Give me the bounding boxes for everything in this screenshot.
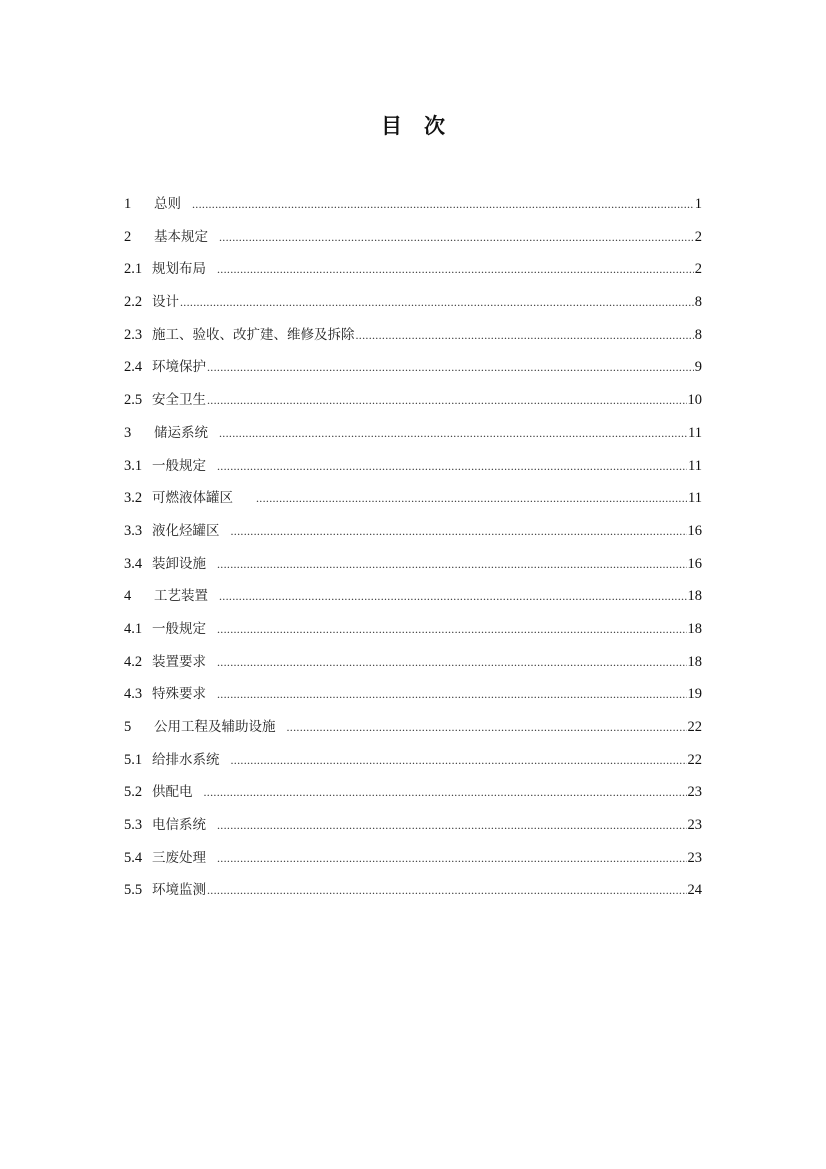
toc-entry[interactable] (124, 227, 702, 260)
dot-leader (217, 456, 687, 476)
dot-leader (231, 521, 687, 541)
toc-entry-title: 设计 (152, 294, 179, 311)
dot-leader (219, 586, 687, 606)
toc-entry-page-number: 19 (687, 686, 702, 703)
toc-entry-title: 安全卫生 (152, 392, 206, 409)
toc-entry-page-number: 18 (687, 588, 702, 605)
toc-entry-page-number: 2 (694, 228, 702, 245)
toc-entry-title: 工艺装置 (154, 588, 208, 605)
toc-entry-page-number: 8 (694, 294, 702, 311)
dot-leader (217, 259, 694, 279)
toc-entry-number: 4.3 (124, 686, 143, 703)
toc-entry-title: 给排水系统 (152, 751, 220, 768)
toc-entry-page-number: 11 (688, 490, 702, 507)
toc-entry-number: 5.1 (124, 751, 143, 768)
toc-entry[interactable] (124, 521, 702, 554)
toc-entry[interactable] (124, 292, 702, 325)
toc-entry-page-number: 2 (694, 261, 702, 278)
toc-entry-title: 电信系统 (152, 817, 206, 834)
toc-entry-number: 3.1 (124, 457, 143, 474)
toc-entry-number: 5.2 (124, 784, 143, 801)
toc-entry-title: 可燃液体罐区 (152, 490, 233, 507)
toc-entry-page-number: 22 (687, 751, 702, 768)
toc-entry-page-number: 23 (687, 784, 702, 801)
dot-leader (192, 194, 694, 214)
toc-entry-number: 5 (124, 719, 132, 735)
dot-leader (207, 357, 694, 377)
toc-entry-number: 2.5 (124, 392, 143, 409)
dot-leader (231, 750, 687, 770)
dot-leader (217, 619, 687, 639)
toc-title (0, 110, 826, 140)
toc-entry-page-number: 23 (687, 849, 702, 866)
toc-entry-number: 3.4 (124, 555, 143, 572)
table-of-contents (124, 194, 702, 913)
toc-entry-number: 2.2 (124, 294, 143, 311)
toc-entry-title: 公用工程及辅助设施 (154, 719, 276, 735)
toc-entry[interactable] (124, 488, 702, 521)
toc-entry-page-number: 16 (687, 522, 702, 539)
toc-entry-title: 液化烃罐区 (152, 522, 220, 539)
toc-entry[interactable] (124, 652, 702, 685)
toc-entry-title: 基本规定 (154, 228, 208, 245)
toc-entry[interactable] (124, 848, 702, 881)
toc-entry-number: 5.4 (124, 849, 143, 866)
toc-entry[interactable] (124, 357, 702, 390)
toc-entry-page-number: 10 (687, 392, 702, 409)
toc-entry-title: 储运系统 (154, 424, 208, 441)
dot-leader (207, 390, 687, 410)
toc-entry-page-number: 18 (687, 620, 702, 637)
dot-leader (207, 880, 687, 900)
dot-leader (217, 652, 687, 672)
toc-entry[interactable] (124, 456, 702, 489)
toc-entry[interactable] (124, 684, 702, 717)
dot-leader (219, 227, 694, 247)
toc-entry-number: 3 (124, 424, 132, 441)
toc-entry[interactable] (124, 815, 702, 848)
dot-leader (180, 292, 694, 312)
toc-entry-page-number: 24 (687, 882, 702, 899)
toc-entry-title: 环境监测 (152, 882, 206, 899)
toc-entry-number: 5.3 (124, 817, 143, 834)
toc-entry-number: 5.5 (124, 882, 143, 899)
toc-entry-page-number: 11 (688, 457, 702, 474)
toc-entry[interactable] (124, 325, 702, 358)
toc-entry[interactable] (124, 390, 702, 423)
toc-entry[interactable] (124, 717, 702, 750)
toc-entry-title: 规划布局 (152, 261, 206, 278)
toc-entry-page-number: 22 (687, 719, 702, 735)
toc-entry-title: 三废处理 (152, 849, 206, 866)
toc-entry[interactable] (124, 619, 702, 652)
toc-entry[interactable] (124, 259, 702, 292)
toc-entry-title: 环境保护 (152, 359, 206, 376)
toc-entry[interactable] (124, 554, 702, 587)
toc-entry-page-number: 8 (694, 326, 702, 343)
toc-entry[interactable] (124, 750, 702, 783)
toc-entry-number: 1 (124, 196, 132, 212)
toc-entry[interactable] (124, 586, 702, 619)
dot-leader (287, 717, 687, 737)
toc-entry-title: 一般规定 (152, 620, 206, 637)
toc-entry-number: 2.1 (124, 261, 143, 278)
toc-entry-title: 装置要求 (152, 653, 206, 670)
toc-entry[interactable] (124, 782, 702, 815)
toc-entry-page-number: 11 (688, 424, 702, 441)
dot-leader (217, 554, 687, 574)
toc-entry-number: 4.2 (124, 653, 143, 670)
dot-leader (217, 684, 687, 704)
dot-leader (219, 423, 687, 443)
toc-title-char-1: 目 (381, 114, 402, 138)
toc-entry-title: 装卸设施 (152, 555, 206, 572)
toc-entry-title: 供配电 (152, 784, 193, 801)
toc-entry-number: 2.3 (124, 326, 143, 343)
toc-entry-number: 2.4 (124, 359, 143, 376)
dot-leader (217, 848, 687, 868)
dot-leader (256, 488, 687, 508)
toc-entry-title: 总则 (154, 196, 181, 212)
toc-entry[interactable] (124, 880, 702, 913)
toc-entry-page-number: 1 (694, 196, 702, 212)
toc-entry-number: 3.3 (124, 522, 143, 539)
toc-entry-title: 施工、验收、改扩建、维修及拆除 (152, 326, 355, 343)
toc-entry-page-number: 23 (687, 817, 702, 834)
dot-leader (356, 325, 694, 345)
toc-entry-number: 4.1 (124, 620, 143, 637)
toc-entry[interactable] (124, 194, 702, 227)
toc-entry-page-number: 18 (687, 653, 702, 670)
toc-entry-title: 特殊要求 (152, 686, 206, 703)
dot-leader (204, 782, 687, 802)
toc-entry-title: 一般规定 (152, 457, 206, 474)
toc-title-char-2: 次 (424, 114, 445, 138)
toc-entry-page-number: 9 (694, 359, 702, 376)
toc-entry-number: 2 (124, 228, 132, 245)
toc-entry-number: 4 (124, 588, 132, 605)
toc-entry[interactable] (124, 423, 702, 456)
toc-entry-page-number: 16 (687, 555, 702, 572)
dot-leader (217, 815, 687, 835)
toc-entry-number: 3.2 (124, 490, 143, 507)
